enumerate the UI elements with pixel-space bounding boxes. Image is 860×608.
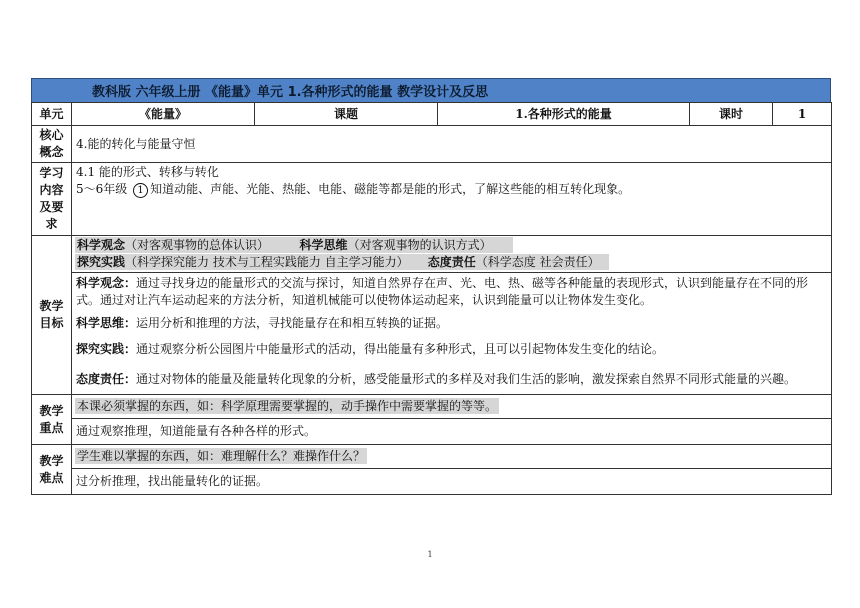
key-label: 教学重点 bbox=[32, 395, 72, 445]
lesson-plan-sheet bbox=[31, 78, 831, 495]
core-row bbox=[32, 126, 832, 163]
band-attitude-title: 态度责任 bbox=[427, 255, 476, 269]
unit-label: 单元 bbox=[32, 103, 72, 126]
difficulty-value-row bbox=[32, 469, 832, 495]
goal-thinking-title: 科学思维： bbox=[76, 316, 137, 330]
topic-value: 1.各种形式的能量 bbox=[438, 103, 690, 126]
core-label: 核心概念 bbox=[32, 126, 72, 163]
goals-band bbox=[72, 236, 832, 273]
band-practice-desc: （科学探究能力 技术与工程实践能力 自主学习能力） bbox=[125, 255, 409, 269]
lesson-plan-table bbox=[31, 102, 832, 495]
header-row bbox=[32, 103, 832, 126]
study-requirement: 知道动能、声能、光能、热能、电能、磁能等都是能的形式，了解这些能的相互转化现象。 bbox=[150, 182, 631, 196]
core-value: 4.能的转化与能量守恒 bbox=[72, 126, 832, 163]
unit-value: 《能量》 bbox=[72, 103, 255, 126]
period-value: 1 bbox=[773, 103, 832, 126]
study-line2 bbox=[76, 181, 827, 198]
goal-thinking-text: 运用分析和推理的方法，寻找能量存在和相互转换的证据。 bbox=[136, 316, 449, 330]
goal-attitude-text: 通过对物体的能量及能量转化现象的分析，感受能量形式的多样及对我们生活的影响，激发探索自然界不同形式能量的兴趣。 bbox=[136, 372, 797, 386]
period-label: 课时 bbox=[690, 103, 773, 126]
key-value: 通过观察推理，知道能量有各种各样的形式。 bbox=[72, 419, 832, 445]
goals-detail-row bbox=[32, 273, 832, 395]
band-practice-title: 探究实践 bbox=[77, 255, 126, 269]
band-thinking-title: 科学思维 bbox=[299, 238, 348, 252]
band-concept-desc: （对客观事物的总体认识） bbox=[125, 238, 270, 252]
difficulty-label: 教学难点 bbox=[32, 445, 72, 495]
page-number: 1 bbox=[427, 550, 433, 559]
topic-label: 课题 bbox=[255, 103, 438, 126]
goals-detail bbox=[72, 273, 832, 395]
key-value-row bbox=[32, 419, 832, 445]
goal-attitude-title: 态度责任： bbox=[76, 372, 137, 386]
goals-band-row bbox=[32, 236, 832, 273]
goal-concept-text: 通过寻找身边的能量形式的交流与探讨，知道自然界存在声、光、电、热、磁等各种能量的表现形式，认识到能量存在不同的形式。通过对让汽车运动起来的方法分析，知道机械能可以使物体运动起来，认识到能量可以让物体发生变化。 bbox=[76, 276, 809, 307]
key-hint: 本课必须掌握的东西，如：科学原理需要掌握的，动手操作中需要掌握的等等。 bbox=[77, 399, 498, 413]
key-hint-cell bbox=[72, 395, 832, 419]
goal-practice-title: 探究实践： bbox=[76, 342, 137, 356]
study-label: 学习内容及要求 bbox=[32, 163, 72, 236]
study-line1: 4.1 能的形式、转移与转化 bbox=[76, 165, 219, 179]
goal-practice-text: 通过观察分析公园图片中能量形式的活动，得出能量有多种形式，且可以引起物体发生变化的结论。 bbox=[136, 342, 665, 356]
circled-number-icon: 1 bbox=[133, 183, 148, 198]
study-row bbox=[32, 163, 832, 236]
band-thinking-desc: （对客观事物的认识方式） bbox=[347, 238, 492, 252]
goals-label: 教学目标 bbox=[32, 236, 72, 395]
document-title: 教科版 六年级上册 《能量》单元 1.各种形式的能量 教学设计及反思 bbox=[31, 78, 831, 102]
band-attitude-desc: （科学态度 社会责任） bbox=[475, 255, 600, 269]
difficulty-value: 过分析推理，找出能量转化的证据。 bbox=[72, 469, 832, 495]
difficulty-hint: 学生难以掌握的东西，如：难理解什么？难操作什么？ bbox=[77, 449, 366, 463]
goal-concept-title: 科学观念： bbox=[76, 276, 137, 290]
key-hint-row bbox=[32, 395, 832, 419]
study-grade: 5～6年级 bbox=[76, 182, 128, 196]
band-concept-title: 科学观念 bbox=[77, 238, 126, 252]
study-content bbox=[72, 163, 832, 236]
difficulty-hint-cell bbox=[72, 445, 832, 469]
difficulty-hint-row bbox=[32, 445, 832, 469]
